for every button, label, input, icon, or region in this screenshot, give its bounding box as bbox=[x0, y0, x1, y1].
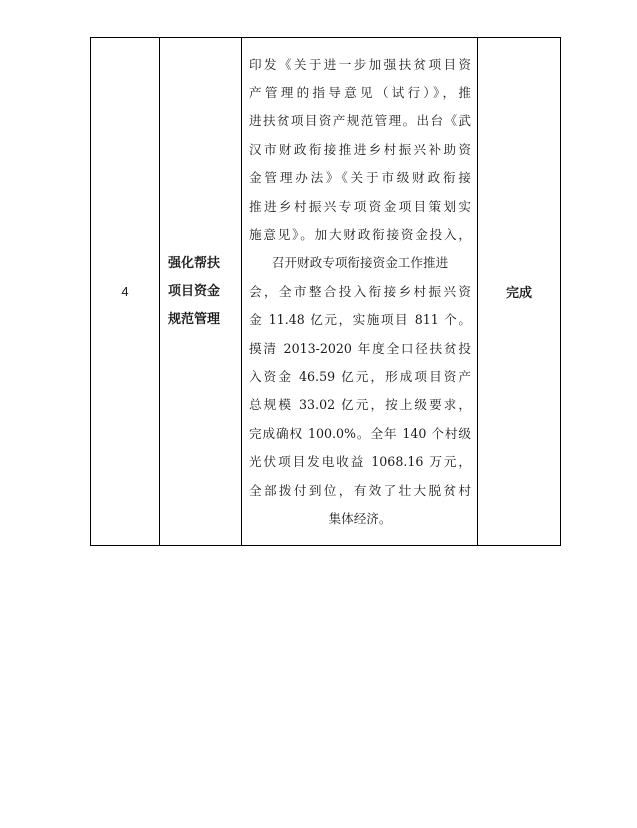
description-line: 总规模 33.02 亿元，按上级要求， bbox=[249, 397, 471, 413]
task-name-line: 规范管理 bbox=[168, 311, 221, 327]
description-line: 光伏项目发电收益 1068.16 万元， bbox=[249, 454, 471, 470]
description-line: 金 11.48 亿元，实施项目 811 个。 bbox=[249, 312, 471, 328]
description-line: 会，全市整合投入衔接乡村振兴资 bbox=[249, 283, 471, 299]
table-row bbox=[91, 38, 561, 546]
status-cell: 完成 bbox=[478, 38, 561, 546]
task-table bbox=[90, 37, 561, 546]
row-number: 4 bbox=[91, 38, 160, 546]
description-line: 入资金 46.59 亿元，形成项目资产 bbox=[249, 369, 471, 385]
description-line: 集体经济。 bbox=[328, 511, 392, 527]
description-line: 推进乡村振兴专项资金项目策划实 bbox=[249, 198, 471, 214]
description-line: 进扶贫项目资产规范管理。出台《武 bbox=[249, 113, 471, 129]
task-name-line: 项目资金 bbox=[168, 283, 221, 299]
description-line: 产管理的指导意见（试行）》，推 bbox=[249, 84, 471, 100]
description-line: 摸清 2013-2020 年度全口径扶贫投 bbox=[249, 340, 471, 356]
description-line: 印发《关于进一步加强扶贫项目资 bbox=[249, 56, 471, 72]
description-line: 召开财政专项衔接资金工作推进 bbox=[271, 255, 449, 271]
description-line: 全部拨付到位，有效了壮大脱贫村 bbox=[249, 482, 471, 498]
task-name bbox=[160, 38, 242, 546]
description-line: 金管理办法》《关于市级财政衔接 bbox=[249, 170, 471, 186]
task-description bbox=[242, 38, 478, 546]
description-line: 汉市财政衔接推进乡村振兴补助资 bbox=[249, 141, 471, 157]
description-line: 施意见》。加大财政衔接资金投入， bbox=[249, 226, 471, 242]
task-name-line: 强化帮扶 bbox=[168, 255, 221, 271]
description-line: 完成确权 100.0%。全年 140 个村级 bbox=[249, 425, 471, 441]
